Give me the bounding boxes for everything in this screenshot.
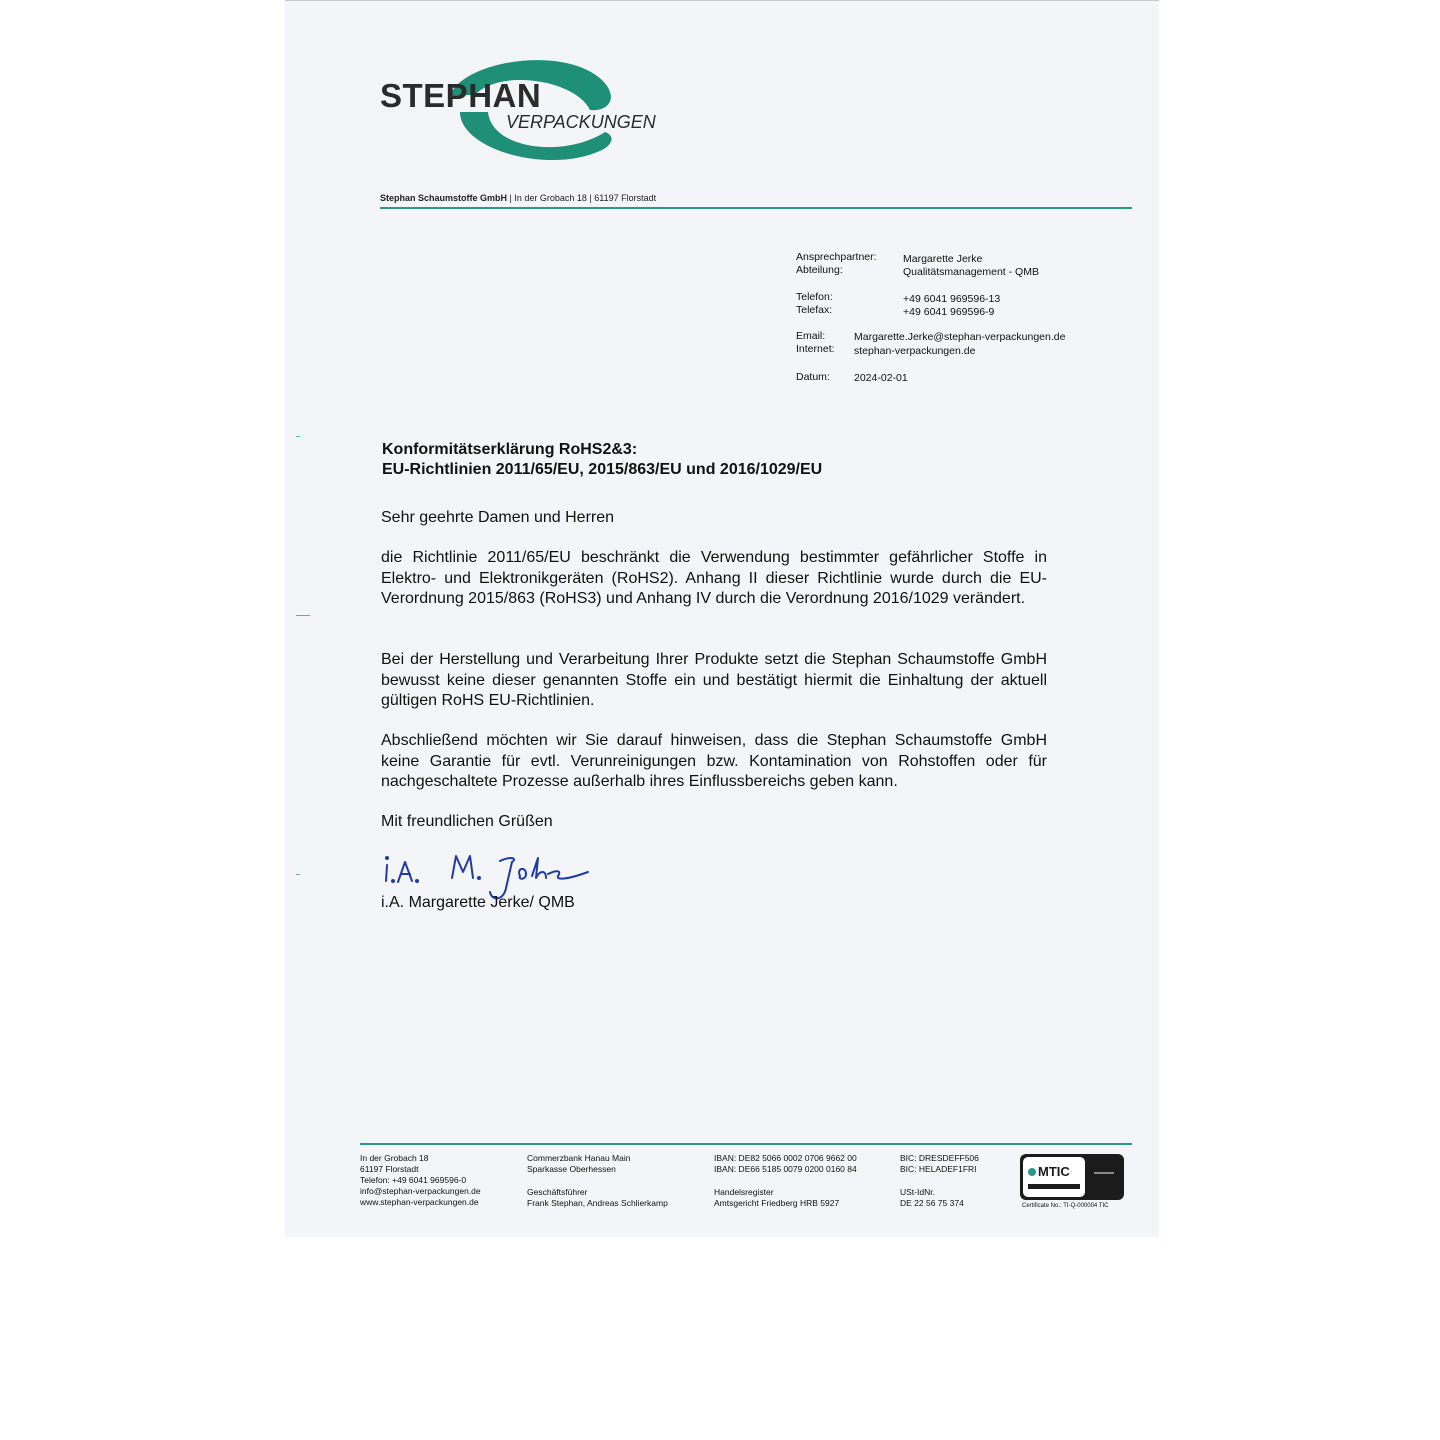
phone-label: Telefon: bbox=[796, 291, 833, 303]
punch-mark bbox=[296, 615, 310, 616]
fold-mark bbox=[296, 436, 300, 437]
fax-value: +49 6041 969596-9 bbox=[903, 306, 995, 318]
fax-label: Telefax: bbox=[796, 304, 833, 316]
internet-label: Internet: bbox=[796, 343, 835, 355]
internet-value: stephan-verpackungen.de bbox=[854, 345, 976, 357]
footer-iban: IBAN: DE82 5066 0002 0706 9662 00 IBAN: DE66 5185 0079 0200 0160 84 bbox=[714, 1153, 857, 1174]
department-label: Abteilung: bbox=[796, 264, 843, 276]
document-page bbox=[285, 0, 1159, 1237]
footer-banks: Commerzbank Hanau Main Sparkasse Oberhessen bbox=[527, 1153, 631, 1174]
logo-wordmark: STEPHAN bbox=[380, 77, 542, 114]
sender-company: Stephan Schaumstoffe GmbH bbox=[380, 193, 508, 203]
subject-line-1: Konformitätserklärung RoHS2&3: bbox=[382, 441, 638, 458]
footer-vat-id: USt-IdNr. DE 22 56 75 374 bbox=[900, 1187, 964, 1208]
paragraph-1: die Richtlinie 2011/65/EU beschränkt die Verwendung bestimmter gefährlicher Stoffe in Elektro- und Elektronikgeräten (RoHS2). Anhang II dieser Richtlinie wurde durch die EU-Verordnung 2015/863 (RoHS3) und Anhang IV durch die Verordnung 2016/1029 verändert. bbox=[381, 549, 1047, 607]
email-label: Email: bbox=[796, 330, 826, 342]
phone-value: +49 6041 969596-13 bbox=[903, 293, 1001, 305]
header-divider bbox=[380, 207, 1132, 209]
department-value: Qualitätsmanagement - QMB bbox=[903, 266, 1039, 278]
certificate-number: Certificate No.: TI-Q-000004 TIC bbox=[1022, 1203, 1109, 1209]
cert-logo-text: MTIC bbox=[1038, 1164, 1070, 1179]
letter-subject bbox=[382, 440, 822, 480]
salutation: Sehr geehrte Damen und Herren bbox=[381, 509, 615, 526]
sender-address: | In der Grobach 18 | 61197 Florstadt bbox=[507, 193, 657, 203]
paragraph-3: Abschließend möchten wir Sie darauf hinweisen, dass die Stephan Schaumstoffe GmbH keine Garantie für evtl. Verunreinigungen bzw. Kontamination von Rohstoffen oder für nachgeschaltete Prozesse außerhalb ihres Einflussbereichs geben kann. bbox=[381, 732, 1047, 790]
footer-management: Geschäftsführer Frank Stephan, Andreas Schlierkamp bbox=[527, 1187, 668, 1208]
certification-badge bbox=[1020, 1154, 1124, 1200]
subject-line-2: EU-Richtlinien 2011/65/EU, 2015/863/EU und 2016/1029/EU bbox=[382, 461, 823, 478]
footer-register: Handelsregister Amtsgericht Friedberg HRB 5927 bbox=[714, 1187, 840, 1208]
contact-value: Margarette Jerke bbox=[903, 253, 983, 265]
date-value: 2024-02-01 bbox=[854, 372, 908, 384]
closing: Mit freundlichen Grüßen bbox=[381, 813, 553, 830]
footer-bic: BIC: DRESDEFF506 BIC: HELADEF1FRI bbox=[900, 1153, 979, 1174]
date-label: Datum: bbox=[796, 371, 830, 383]
signatory-name: i.A. Margarette Jerke/ QMB bbox=[381, 894, 575, 911]
paragraph-2: Bei der Herstellung und Verarbeitung Ihrer Produkte setzt die Stephan Schaumstoffe GmbH bewusst keine dieser genannten Stoffe ein und bestätigt hiermit die Einhaltung der aktuell gültigen RoHS EU-Richtlinien. bbox=[381, 651, 1047, 709]
sender-address-line bbox=[380, 193, 656, 203]
company-logo bbox=[380, 50, 670, 170]
logo-subline: VERPACKUNGEN bbox=[506, 112, 656, 132]
email-value: Margarette.Jerke@stephan-verpackungen.de bbox=[854, 331, 1066, 343]
contact-label: Ansprechpartner: bbox=[796, 251, 877, 263]
footer-divider bbox=[360, 1143, 1132, 1145]
fold-mark bbox=[296, 874, 300, 875]
footer-address: In der Grobach 18 61197 Florstadt Telefon: +49 6041 969596-0 info@stephan-verpackungen.de www.stephan-verpackungen.de bbox=[360, 1153, 481, 1207]
